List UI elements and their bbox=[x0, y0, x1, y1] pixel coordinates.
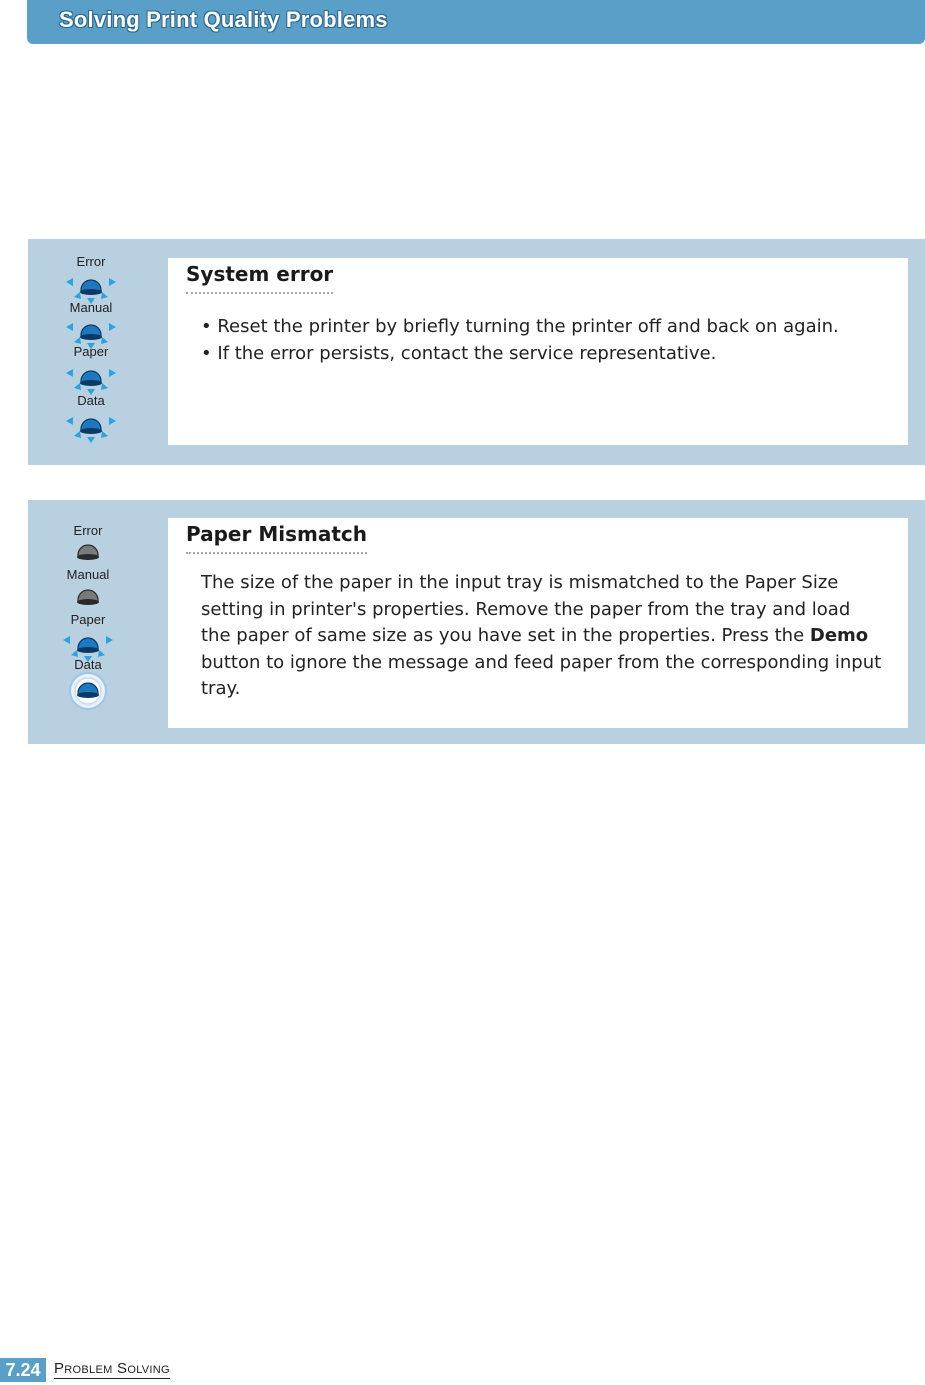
led-panel bbox=[28, 239, 158, 465]
header-bar bbox=[27, 0, 925, 44]
paper-label: Paper bbox=[73, 344, 109, 359]
bullet-item: • If the error persists, contact the service representative. bbox=[201, 342, 717, 364]
error-led-blinking-icon bbox=[66, 270, 116, 304]
system-error-card bbox=[168, 258, 908, 445]
page-footer bbox=[0, 1356, 200, 1385]
demo-button-name: Demo bbox=[809, 625, 869, 646]
manual-label: Manual bbox=[66, 567, 110, 582]
section-body bbox=[201, 570, 882, 703]
body-text: The size of the paper in the input tray is mismatched to the Paper Size setting in printer's properties. Remove the paper from the tray and load the paper of same size as you have set in the properties. Press the bbox=[201, 572, 851, 646]
section-title: Paper Mismatch bbox=[186, 522, 367, 554]
paper-mismatch-panel bbox=[28, 500, 925, 744]
paper-label: Paper bbox=[70, 612, 106, 627]
data-label: Data bbox=[77, 393, 105, 408]
led-panel bbox=[28, 500, 158, 744]
section-body bbox=[201, 314, 882, 367]
data-led-blinking-icon bbox=[66, 409, 116, 443]
data-label: Data bbox=[74, 657, 102, 672]
body-text: button to ignore the message and feed paper from the corresponding input tray. bbox=[201, 651, 882, 699]
bullet-item: • Reset the printer by briefly turning the printer off and back on again. bbox=[201, 316, 839, 337]
manual-led-off-icon bbox=[76, 584, 100, 606]
error-label: Error bbox=[73, 523, 103, 538]
page-number: 7.24 bbox=[0, 1358, 46, 1382]
page-title: Solving Print Quality Problems bbox=[59, 7, 388, 32]
error-label: Error bbox=[76, 254, 106, 269]
data-led-on-icon bbox=[69, 672, 107, 710]
paper-mismatch-card bbox=[168, 518, 908, 728]
footer-section-name: Problem Solving bbox=[54, 1360, 170, 1377]
system-error-panel bbox=[28, 239, 925, 465]
manual-label: Manual bbox=[69, 300, 113, 315]
paper-led-blinking-icon bbox=[66, 361, 116, 395]
error-led-off-icon bbox=[76, 539, 100, 561]
section-title: System error bbox=[186, 262, 333, 294]
